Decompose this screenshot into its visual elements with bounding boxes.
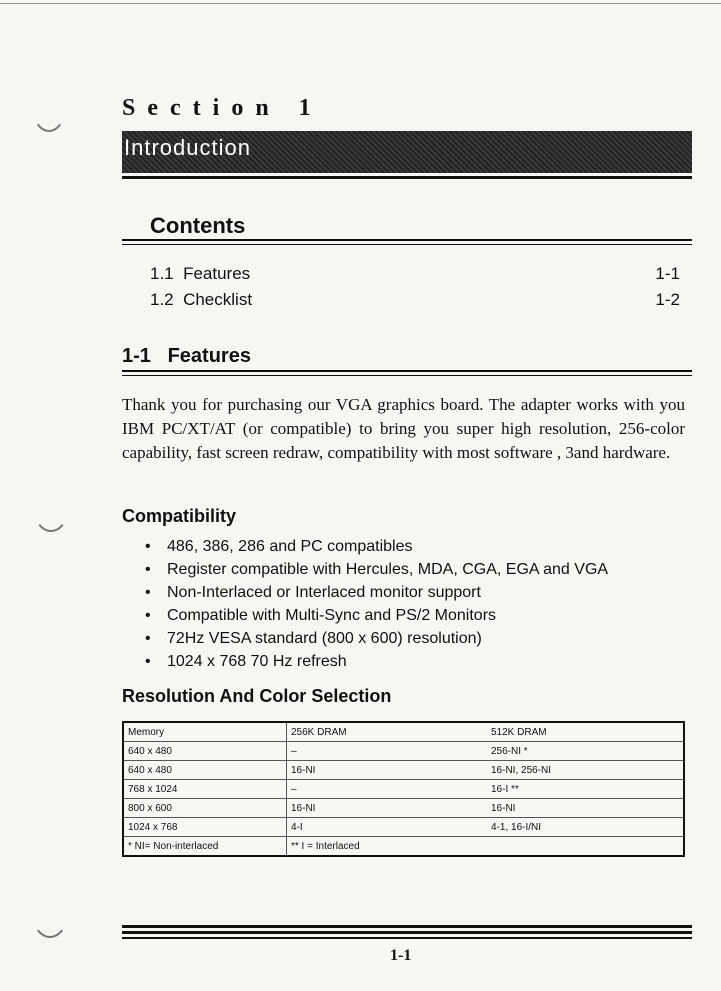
table-row xyxy=(123,799,684,818)
features-rule xyxy=(122,370,692,372)
resolution-title: Resolution And Color Selection xyxy=(122,686,392,706)
footer-rule xyxy=(122,937,692,939)
table-cell: 1024 x 768 xyxy=(123,818,287,837)
features-rule-thin xyxy=(122,375,692,376)
table-cell: 512K DRAM xyxy=(491,726,547,738)
toc-entry-features[interactable] xyxy=(150,264,680,284)
list-item: • 1024 x 768 70 Hz refresh xyxy=(145,650,608,673)
contents-title: Contents xyxy=(150,213,246,238)
list-item: • Non-Interlaced or Interlaced monitor support xyxy=(145,581,608,604)
table-cell: 640 x 480 xyxy=(123,742,287,761)
toc-entry-page: 1-1 xyxy=(655,264,680,283)
table-cell: 4-I xyxy=(287,818,488,837)
table-cell: Memory xyxy=(123,722,287,742)
features-paragraph: Thank you for purchasing our VGA graphics board. The adapter works with you IBM PC/XT/AT (or compatible) to bring you super high resolution, 256-color capability, fast screen redraw, compatibility with most software , 3and hardware. xyxy=(122,395,685,462)
toc-entry-checklist[interactable] xyxy=(150,290,680,310)
list-item: • 72Hz VESA standard (800 x 600) resolution) xyxy=(145,627,608,650)
toc-entry-label: 1.1 Features xyxy=(150,264,251,283)
table-cell: 16-NI xyxy=(487,799,684,818)
toc-entry-label: 1.2 Checklist xyxy=(150,290,253,309)
list-item: • Register compatible with Hercules, MDA, CGA, EGA and VGA xyxy=(145,558,608,581)
footer-rule xyxy=(122,931,692,934)
table-cell: – xyxy=(287,742,488,761)
margin-arc-decoration xyxy=(30,70,68,132)
list-item: • 486, 386, 286 and PC compatibles xyxy=(145,535,608,558)
table-row xyxy=(123,761,684,780)
section-heading: Section 1 xyxy=(122,95,323,121)
contents-rule xyxy=(122,239,692,241)
table-cell: 16-NI, 256-NI xyxy=(487,761,684,780)
section-banner-title: Introduction xyxy=(124,135,251,160)
table-cell: 768 x 1024 xyxy=(123,780,287,799)
banner-underline xyxy=(122,176,692,179)
table-cell: 800 x 600 xyxy=(123,799,287,818)
margin-arc-decoration xyxy=(30,878,70,938)
list-item: • Compatible with Multi-Sync and PS/2 Monitors xyxy=(145,604,608,627)
table-cell: 16-NI xyxy=(287,761,488,780)
table-cell: 4-1, 16-I/NI xyxy=(487,818,684,837)
table-cell: 256K DRAM xyxy=(291,726,347,738)
margin-arc-decoration xyxy=(32,478,70,532)
table-cell xyxy=(487,837,684,857)
table-cell: 16-I ** xyxy=(487,780,684,799)
table-row xyxy=(123,780,684,799)
table-row xyxy=(123,837,684,857)
table-row xyxy=(123,742,684,761)
table-cell: 640 x 480 xyxy=(123,761,287,780)
footer-rule xyxy=(122,925,692,928)
compatibility-title: Compatibility xyxy=(122,506,237,526)
table-footnote: ** I = Interlaced xyxy=(287,837,488,857)
table-cell: 256-NI * xyxy=(487,742,684,761)
table-footnote: * NI= Non-interlaced xyxy=(123,837,287,857)
compatibility-list xyxy=(145,535,608,673)
features-heading: 1-1 Features xyxy=(122,345,251,367)
table-row xyxy=(123,722,684,742)
top-page-rule xyxy=(0,3,721,4)
table-cell: – xyxy=(287,780,488,799)
page-number: 1-1 xyxy=(390,947,412,964)
table-row xyxy=(123,818,684,837)
resolution-table xyxy=(122,721,685,857)
contents-rule-thin xyxy=(122,244,692,245)
table-cell: 16-NI xyxy=(287,799,488,818)
toc-entry-page: 1-2 xyxy=(655,290,680,309)
